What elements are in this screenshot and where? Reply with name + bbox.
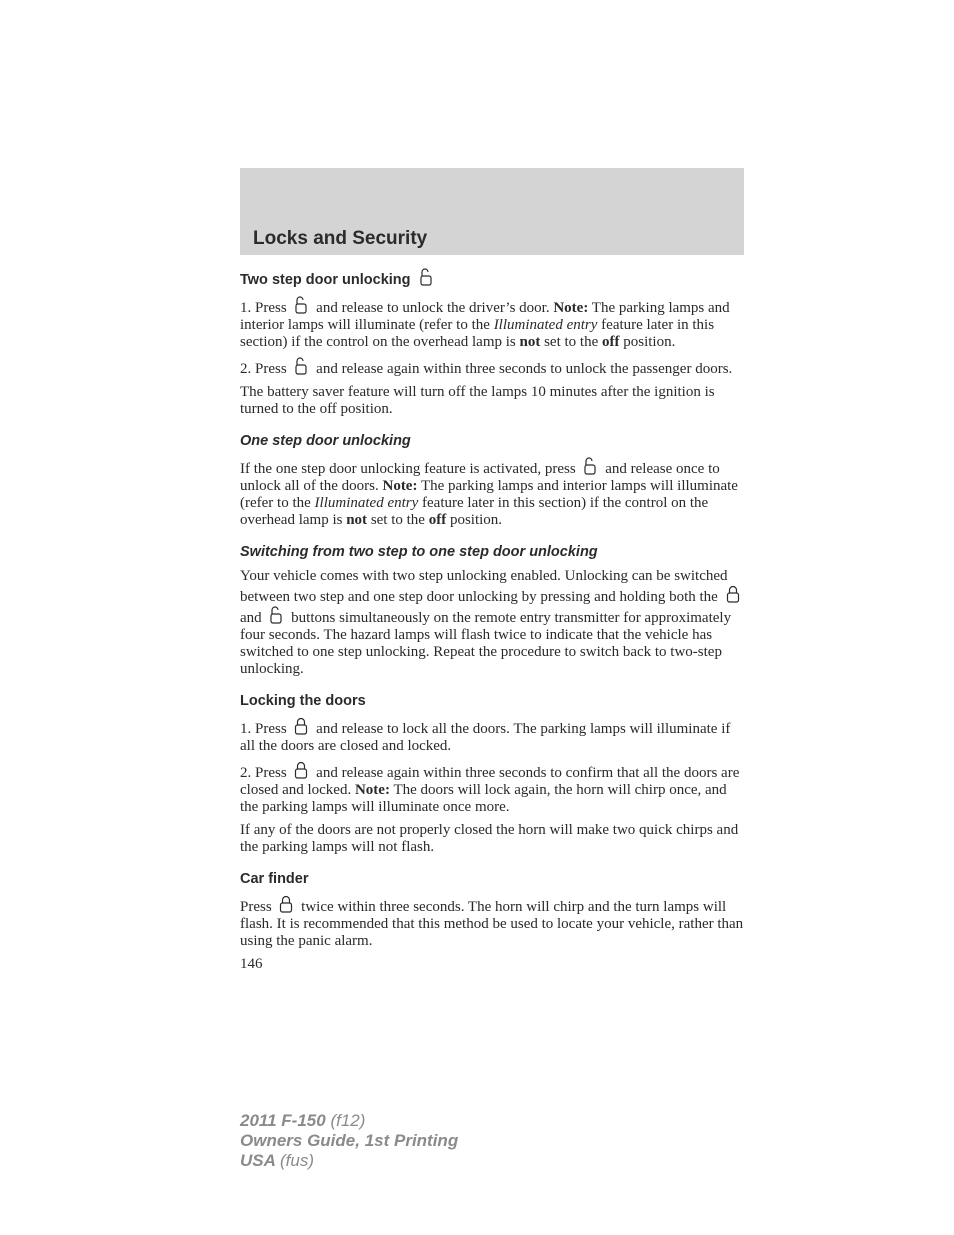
- unlock-icon: [292, 296, 310, 314]
- paragraph: 1. Press and release to lock all the doors. The parking lamps will illuminate if all the doors are closed and locked.: [240, 717, 744, 755]
- paragraph: If any of the doors are not properly closed the horn will make two quick chirps and the parking lamps will not flash.: [240, 822, 739, 855]
- unlock-icon: [417, 268, 435, 286]
- section-heading-two-step: Two step door unlocking: [240, 268, 744, 289]
- lock-icon: [292, 761, 310, 779]
- section-heading-switching: Switching from two step to one step door unlocking: [240, 544, 598, 560]
- paragraph: 2. Press and release again within three seconds to unlock the passenger doors.: [240, 357, 744, 378]
- paragraph: Press twice within three seconds. The horn will chirp and the turn lamps will flash. It is recommended that this method be used to locate your vehicle, rather than using the panic alarm.: [240, 895, 744, 950]
- page-number: 146: [240, 956, 263, 972]
- unlock-icon: [581, 457, 599, 475]
- lock-icon: [292, 717, 310, 735]
- paragraph: 1. Press and release to unlock the driver’s door. Note: The parking lamps and interior lamps will illuminate (refer to the Illuminated entry feature later in this section) if the control on the overhead lamp is not set to the off position.: [240, 296, 744, 351]
- section-heading-one-step: One step door unlocking: [240, 433, 411, 449]
- page-content: [240, 268, 744, 973]
- paragraph: The battery saver feature will turn off the lamps 10 minutes after the ignition is turned to the off position.: [240, 384, 715, 417]
- paragraph: If the one step door unlocking feature is activated, press and release once to unlock all of the doors. Note: The parking lamps and interior lamps will illuminate (refer to the Illuminated entry feature later in this section) if the control on the overhead lamp is not set to the off position.: [240, 457, 744, 529]
- section-heading-car-finder: Car finder: [240, 871, 309, 887]
- unlock-icon: [292, 357, 310, 375]
- section-heading-locking: Locking the doors: [240, 693, 366, 709]
- page-title: Locks and Security: [253, 228, 428, 249]
- paragraph: Your vehicle comes with two step unlocking enabled. Unlocking can be switched between two step and one step door unlocking by pressing and holding both the and buttons simultaneously on the remote entry transmitter for approximately four seconds. The hazard lamps will flash twice to indicate that the vehicle has switched to one step unlocking. Repeat the procedure to switch back to two-step unlocking.: [240, 568, 744, 678]
- paragraph: 2. Press and release again within three seconds to confirm that all the doors are closed and locked. Note: The doors will lock again, the horn will chirp once, and the parking lamps will illuminate once more.: [240, 761, 744, 816]
- lock-icon: [277, 895, 295, 913]
- footer: 2011 F-150 (f12) Owners Guide, 1st Printing USA (fus): [240, 1111, 459, 1170]
- lock-icon: [724, 585, 742, 603]
- unlock-icon: [267, 606, 285, 624]
